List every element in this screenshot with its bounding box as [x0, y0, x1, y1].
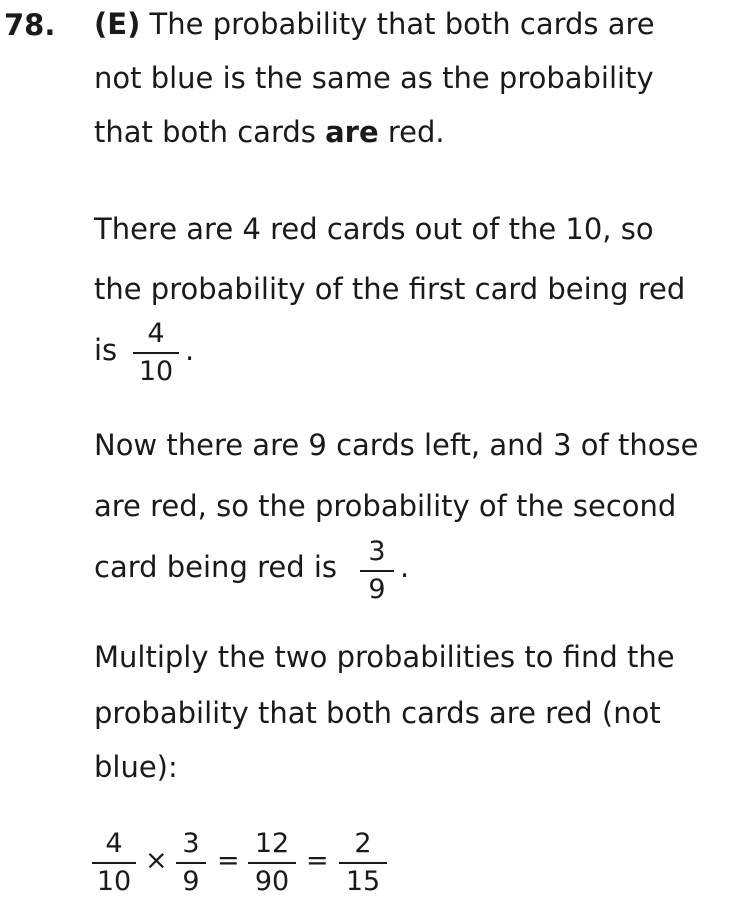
fraction-bar	[92, 862, 136, 864]
p1-line1	[94, 6, 655, 42]
fraction-numerator: 3	[182, 828, 200, 859]
p1-line1-text: The probability that both cards are	[140, 7, 655, 41]
fraction-denominator: 10	[138, 356, 174, 387]
equation-fraction-4-10	[92, 828, 136, 898]
equation-fraction-2-15	[339, 828, 387, 898]
equals-sign: =	[306, 845, 329, 876]
equation-fraction-3-9	[176, 828, 206, 898]
fraction-denominator: 9	[368, 574, 386, 605]
fraction-bar	[176, 862, 206, 864]
p1-line3-post: red.	[378, 115, 445, 149]
p3-line3-pre: card being red is	[94, 550, 337, 584]
equation-fraction-12-90	[248, 828, 296, 898]
p3-line1: Now there are 9 cards left, and 3 of those	[94, 428, 699, 462]
fraction-numerator: 12	[254, 828, 290, 859]
fraction-denominator: 9	[182, 866, 200, 897]
p1-line3-pre: that both cards	[94, 115, 326, 149]
fraction-numerator: 3	[368, 536, 386, 567]
fraction-denominator: 10	[96, 866, 132, 897]
fraction-bar	[248, 862, 296, 864]
p3-period: .	[400, 550, 410, 584]
p3-line2: are red, so the probability of the second	[94, 489, 677, 523]
p4-line2: probability that both cards are red (not	[94, 696, 661, 730]
p1-line2: not blue is the same as the probability	[94, 61, 654, 95]
fraction-denominator: 15	[345, 866, 381, 897]
p1-line3	[94, 114, 445, 150]
p4-line3: blue):	[94, 750, 178, 784]
p2-line1: There are 4 red cards out of the 10, so	[94, 212, 654, 246]
p2-line2: the probability of the first card being red	[94, 272, 686, 306]
fraction-4-10	[133, 318, 179, 388]
emphasis-are: are	[325, 115, 379, 149]
question-number: 78.	[4, 8, 56, 42]
fraction-bar	[339, 862, 387, 864]
fraction-numerator: 4	[147, 318, 165, 349]
fraction-numerator: 2	[354, 828, 372, 859]
fraction-3-9	[360, 536, 394, 606]
fraction-bar	[360, 570, 394, 572]
answer-label: (E)	[94, 7, 141, 41]
fraction-denominator: 90	[254, 866, 290, 897]
equals-sign: =	[217, 845, 240, 876]
fraction-numerator: 4	[105, 828, 123, 859]
times-sign: ×	[145, 845, 168, 876]
p2-period: .	[185, 333, 195, 367]
p2-line3-pre: is	[94, 333, 118, 367]
fraction-bar	[133, 352, 179, 354]
p4-line1: Multiply the two probabilities to find the	[94, 640, 675, 674]
